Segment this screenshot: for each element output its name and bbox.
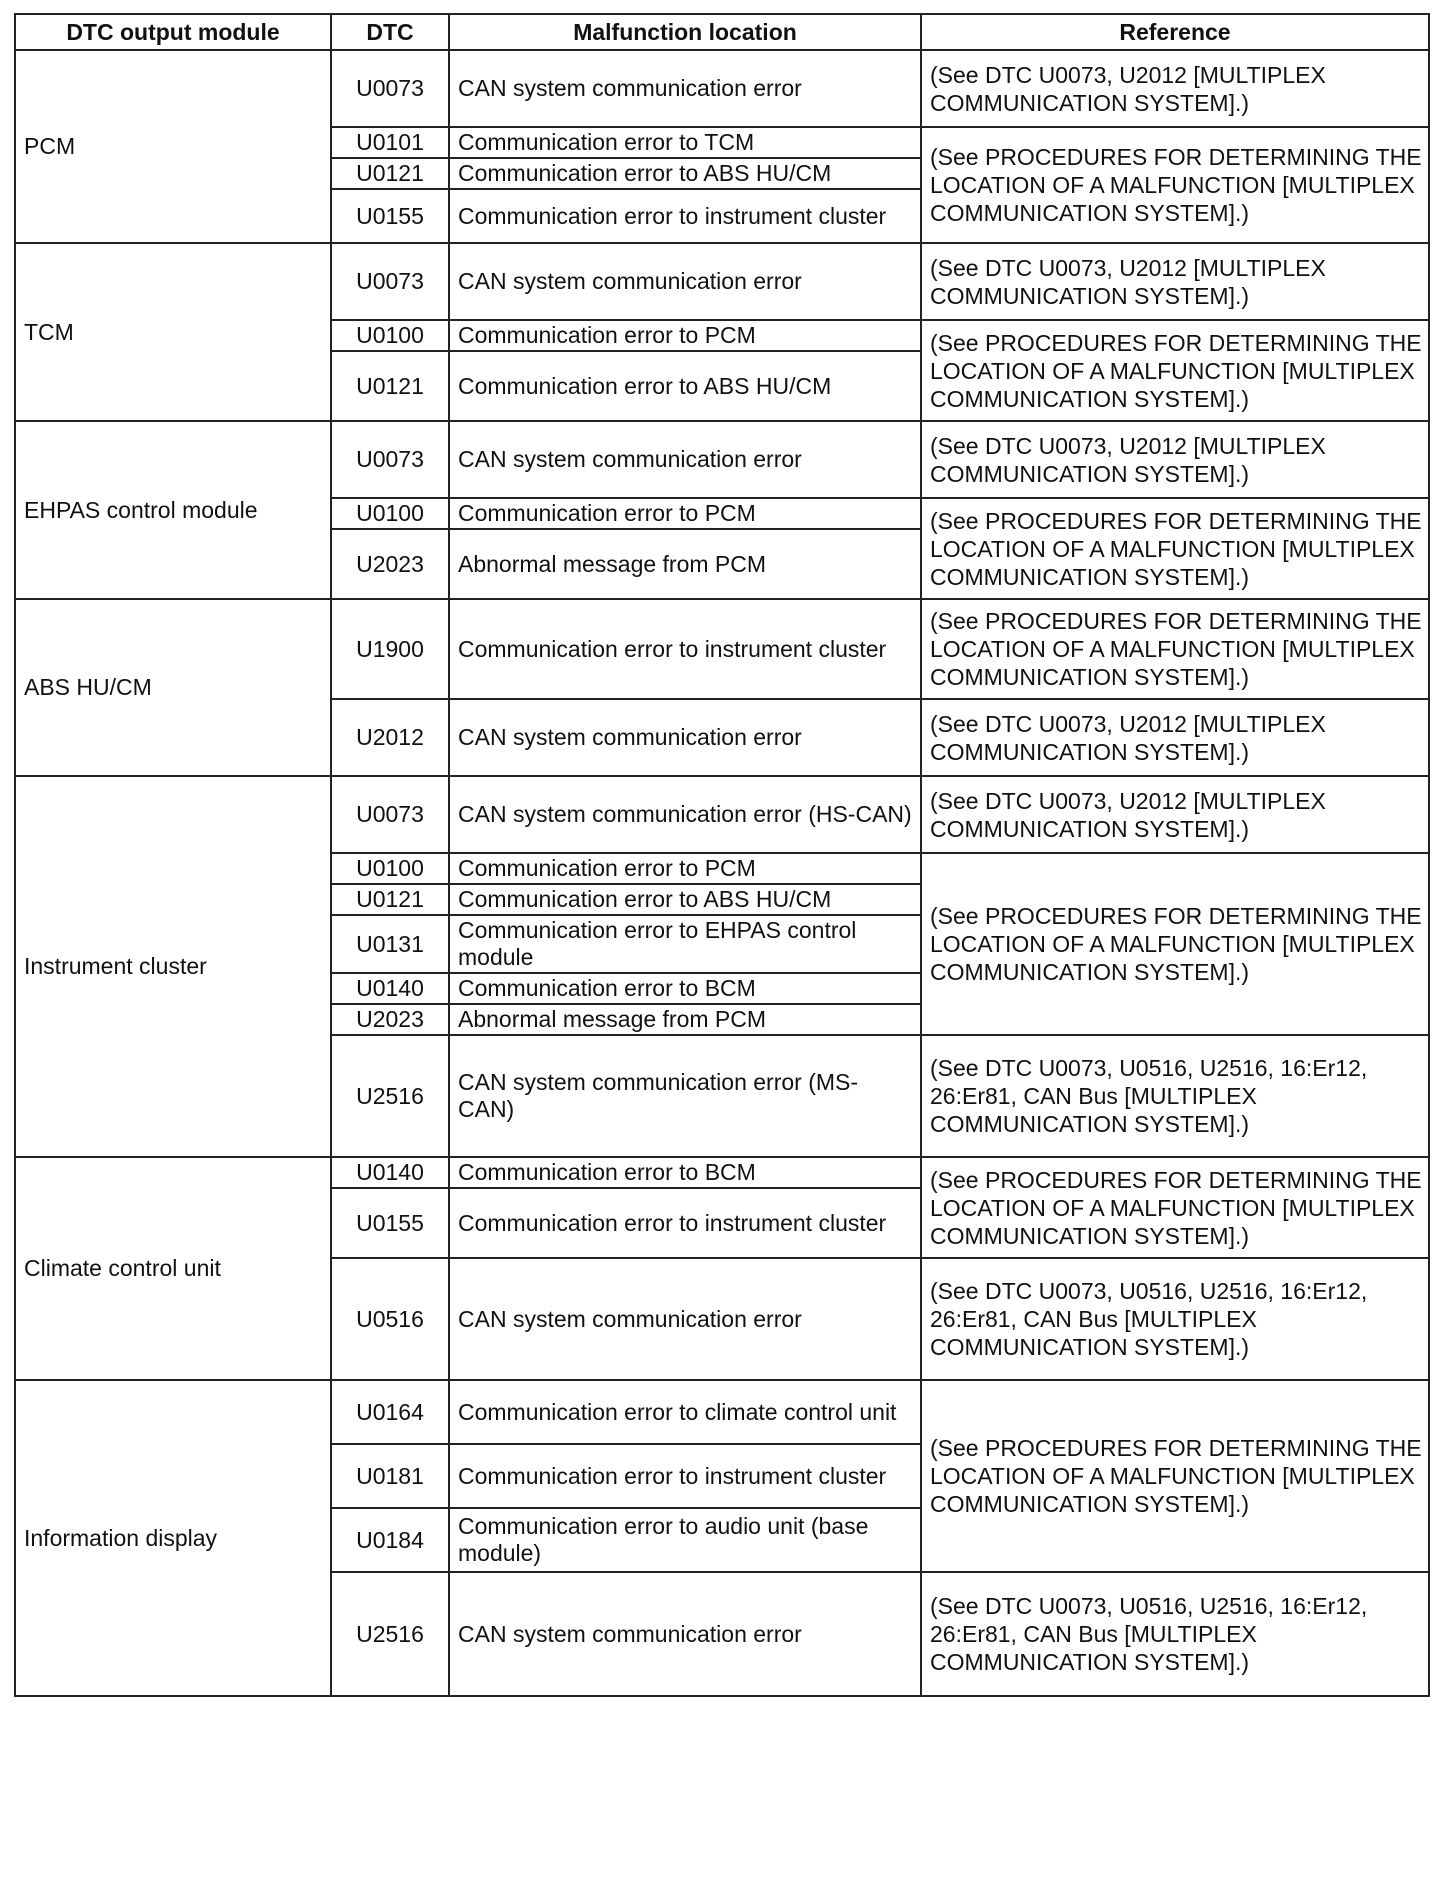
location-cell: CAN system communication error <box>449 421 921 498</box>
reference-cell: (See PROCEDURES FOR DETERMINING THE LOCATION OF A MALFUNCTION [MULTIPLEX COMMUNICATION SYSTEM].) <box>921 599 1429 699</box>
table-row <box>15 1157 1429 1188</box>
dtc-cell: U0140 <box>331 973 449 1004</box>
header-dtc-output-module: DTC output module <box>15 14 331 50</box>
header-row <box>15 14 1429 50</box>
dtc-cell: U0101 <box>331 127 449 158</box>
module-cell-tcm: TCM <box>15 243 331 421</box>
table-row <box>15 421 1429 498</box>
dtc-cell: U0073 <box>331 243 449 320</box>
location-cell: Communication error to TCM <box>449 127 921 158</box>
location-cell: Communication error to ABS HU/CM <box>449 158 921 189</box>
location-cell: CAN system communication error <box>449 1572 921 1696</box>
location-cell: Communication error to BCM <box>449 1157 921 1188</box>
dtc-cell: U0100 <box>331 320 449 351</box>
reference-cell: (See PROCEDURES FOR DETERMINING THE LOCATION OF A MALFUNCTION [MULTIPLEX COMMUNICATION SYSTEM].) <box>921 320 1429 421</box>
dtc-cell: U0073 <box>331 50 449 127</box>
location-cell: Communication error to instrument cluster <box>449 599 921 699</box>
reference-cell: (See PROCEDURES FOR DETERMINING THE LOCATION OF A MALFUNCTION [MULTIPLEX COMMUNICATION SYSTEM].) <box>921 853 1429 1035</box>
dtc-cell: U0121 <box>331 351 449 421</box>
dtc-cell: U0121 <box>331 158 449 189</box>
reference-cell: (See PROCEDURES FOR DETERMINING THE LOCATION OF A MALFUNCTION [MULTIPLEX COMMUNICATION SYSTEM].) <box>921 127 1429 243</box>
location-cell: Communication error to PCM <box>449 320 921 351</box>
location-cell: CAN system communication error <box>449 243 921 320</box>
dtc-cell: U2023 <box>331 1004 449 1035</box>
location-cell: Communication error to BCM <box>449 973 921 1004</box>
location-cell: Communication error to instrument cluster <box>449 1444 921 1508</box>
location-cell: Communication error to PCM <box>449 853 921 884</box>
location-cell: Abnormal message from PCM <box>449 529 921 599</box>
dtc-cell: U0164 <box>331 1380 449 1444</box>
dtc-cell: U1900 <box>331 599 449 699</box>
location-cell: Communication error to instrument cluster <box>449 189 921 243</box>
reference-cell: (See PROCEDURES FOR DETERMINING THE LOCATION OF A MALFUNCTION [MULTIPLEX COMMUNICATION SYSTEM].) <box>921 1157 1429 1258</box>
location-cell: Communication error to PCM <box>449 498 921 529</box>
module-cell-ehpas: EHPAS control module <box>15 421 331 599</box>
table-row <box>15 599 1429 699</box>
module-cell-abs: ABS HU/CM <box>15 599 331 776</box>
dtc-cell: U0155 <box>331 189 449 243</box>
location-cell: Communication error to EHPAS control module <box>449 915 921 973</box>
location-cell: CAN system communication error (MS-CAN) <box>449 1035 921 1157</box>
dtc-cell: U0073 <box>331 421 449 498</box>
table-row <box>15 50 1429 127</box>
dtc-cell: U2516 <box>331 1035 449 1157</box>
location-cell: Communication error to instrument cluster <box>449 1188 921 1258</box>
dtc-cell: U0516 <box>331 1258 449 1380</box>
module-cell-instrument-cluster: Instrument cluster <box>15 776 331 1157</box>
reference-cell: (See DTC U0073, U0516, U2516, 16:Er12, 26:Er81, CAN Bus [MULTIPLEX COMMUNICATION SYSTEM].) <box>921 1572 1429 1696</box>
table-row <box>15 776 1429 853</box>
dtc-cell: U0181 <box>331 1444 449 1508</box>
reference-cell: (See DTC U0073, U2012 [MULTIPLEX COMMUNICATION SYSTEM].) <box>921 699 1429 776</box>
dtc-cell: U0100 <box>331 853 449 884</box>
dtc-cell: U0184 <box>331 1508 449 1572</box>
header-malfunction-location: Malfunction location <box>449 14 921 50</box>
dtc-cell: U2516 <box>331 1572 449 1696</box>
reference-cell: (See DTC U0073, U2012 [MULTIPLEX COMMUNICATION SYSTEM].) <box>921 50 1429 127</box>
dtc-cell: U0073 <box>331 776 449 853</box>
header-dtc: DTC <box>331 14 449 50</box>
dtc-table <box>14 13 1430 1697</box>
location-cell: Communication error to audio unit (base module) <box>449 1508 921 1572</box>
reference-cell: (See DTC U0073, U0516, U2516, 16:Er12, 26:Er81, CAN Bus [MULTIPLEX COMMUNICATION SYSTEM].) <box>921 1035 1429 1157</box>
dtc-cell: U2012 <box>331 699 449 776</box>
dtc-cell: U2023 <box>331 529 449 599</box>
reference-cell: (See DTC U0073, U2012 [MULTIPLEX COMMUNICATION SYSTEM].) <box>921 243 1429 320</box>
module-cell-climate-control: Climate control unit <box>15 1157 331 1380</box>
reference-cell: (See DTC U0073, U2012 [MULTIPLEX COMMUNICATION SYSTEM].) <box>921 776 1429 853</box>
location-cell: CAN system communication error <box>449 1258 921 1380</box>
table-row <box>15 1380 1429 1444</box>
reference-cell: (See DTC U0073, U0516, U2516, 16:Er12, 26:Er81, CAN Bus [MULTIPLEX COMMUNICATION SYSTEM].) <box>921 1258 1429 1380</box>
location-cell: CAN system communication error (HS-CAN) <box>449 776 921 853</box>
location-cell: Communication error to ABS HU/CM <box>449 351 921 421</box>
dtc-cell: U0155 <box>331 1188 449 1258</box>
location-cell: Communication error to ABS HU/CM <box>449 884 921 915</box>
module-cell-information-display: Information display <box>15 1380 331 1696</box>
table-row <box>15 243 1429 320</box>
header-reference: Reference <box>921 14 1429 50</box>
module-cell-pcm: PCM <box>15 50 331 243</box>
dtc-cell: U0100 <box>331 498 449 529</box>
reference-cell: (See PROCEDURES FOR DETERMINING THE LOCATION OF A MALFUNCTION [MULTIPLEX COMMUNICATION SYSTEM].) <box>921 1380 1429 1572</box>
location-cell: Abnormal message from PCM <box>449 1004 921 1035</box>
location-cell: Communication error to climate control unit <box>449 1380 921 1444</box>
reference-cell: (See DTC U0073, U2012 [MULTIPLEX COMMUNICATION SYSTEM].) <box>921 421 1429 498</box>
dtc-cell: U0121 <box>331 884 449 915</box>
dtc-cell: U0140 <box>331 1157 449 1188</box>
dtc-cell: U0131 <box>331 915 449 973</box>
reference-cell: (See PROCEDURES FOR DETERMINING THE LOCATION OF A MALFUNCTION [MULTIPLEX COMMUNICATION SYSTEM].) <box>921 498 1429 599</box>
location-cell: CAN system communication error <box>449 699 921 776</box>
location-cell: CAN system communication error <box>449 50 921 127</box>
